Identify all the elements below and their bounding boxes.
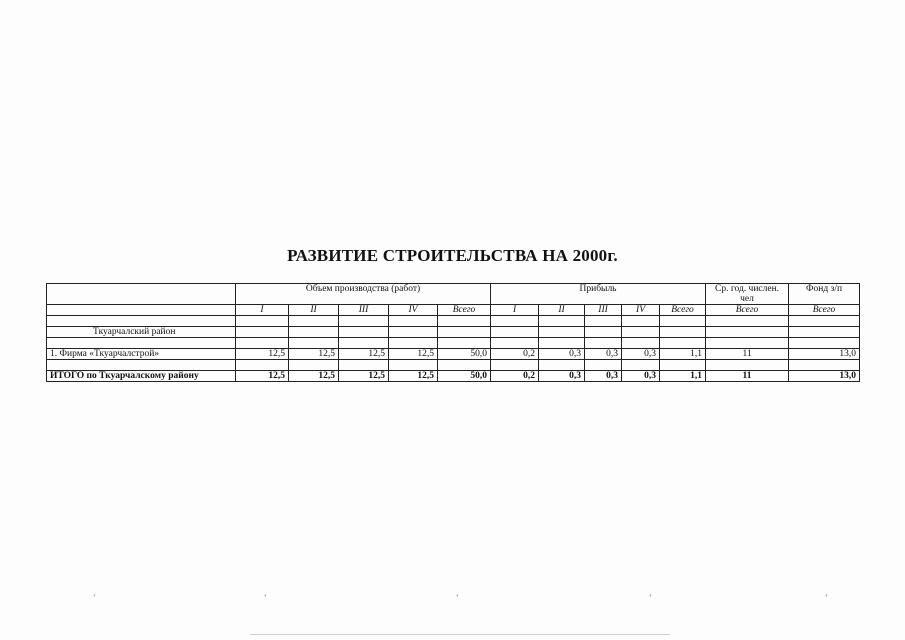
table-cell (789, 360, 860, 371)
document-title: РАЗВИТИЕ СТРОИТЕЛЬСТВА НА 2000г. (287, 246, 618, 265)
table-cell (438, 360, 491, 371)
scan-mark: ‘ (263, 592, 267, 604)
header-volume-q4: IV (389, 305, 438, 316)
total-volume-q4: 12,5 (389, 371, 438, 382)
table-cell (622, 327, 660, 338)
header-fund: Фонд з/п (789, 284, 860, 305)
table-cell (660, 360, 706, 371)
table-cell (660, 316, 706, 327)
header-blank-cell (47, 284, 236, 305)
table-row (47, 349, 860, 360)
table-cell (236, 316, 289, 327)
header-volume-q1: I (236, 305, 289, 316)
table-row-spacer (47, 338, 860, 349)
table-cell (289, 316, 339, 327)
total-volume-q2: 12,5 (289, 371, 339, 382)
total-volume-q1: 12,5 (236, 371, 289, 382)
total-fund: 13,0 (789, 371, 860, 382)
table-cell (236, 327, 289, 338)
volume-total-cell: 50,0 (438, 349, 491, 360)
table-cell (585, 338, 622, 349)
total-volume-total: 50,0 (438, 371, 491, 382)
table-cell (236, 360, 289, 371)
header-profit-q1: I (491, 305, 539, 316)
header-profit-q2: II (539, 305, 585, 316)
table-cell (438, 338, 491, 349)
table-cell (438, 327, 491, 338)
table-cell (622, 316, 660, 327)
table-cell (789, 327, 860, 338)
header-row-periods (47, 305, 860, 316)
table-cell (491, 327, 539, 338)
header-volume-q2: II (289, 305, 339, 316)
table-cell (585, 360, 622, 371)
table-cell (339, 360, 389, 371)
table-cell (289, 360, 339, 371)
table-cell (438, 316, 491, 327)
table-cell (47, 360, 236, 371)
header-volume-total: Всего (438, 305, 491, 316)
profit-q1-cell: 0,2 (491, 349, 539, 360)
header-profit-q3: III (585, 305, 622, 316)
table-cell (539, 360, 585, 371)
table-cell (706, 316, 789, 327)
table-cell (622, 360, 660, 371)
scan-edge-line (250, 634, 670, 635)
table-cell (622, 338, 660, 349)
volume-q3-cell: 12,5 (339, 349, 389, 360)
table-cell (539, 327, 585, 338)
row-name: 1. Фирма «Ткуарчалстрой» (47, 349, 236, 360)
table-row-spacer (47, 360, 860, 371)
table-cell (660, 327, 706, 338)
header-profit: Прибыль (491, 284, 706, 305)
table-cell (660, 338, 706, 349)
profit-q3-cell: 0,3 (585, 349, 622, 360)
table-cell (339, 338, 389, 349)
table-cell (706, 360, 789, 371)
total-profit-q4: 0,3 (622, 371, 660, 382)
table-cell (289, 338, 339, 349)
table-cell (389, 316, 438, 327)
table-row-total (47, 371, 860, 382)
table-cell (585, 327, 622, 338)
table-cell (789, 338, 860, 349)
total-profit-q2: 0,3 (539, 371, 585, 382)
table-cell (236, 338, 289, 349)
profit-q2-cell: 0,3 (539, 349, 585, 360)
table-cell (789, 316, 860, 327)
scan-mark: ‘ (455, 592, 459, 604)
table-cell (539, 316, 585, 327)
fund-cell: 13,0 (789, 349, 860, 360)
header-staff-total: Всего (706, 305, 789, 316)
scan-mark: ‘ (648, 592, 652, 604)
scan-mark: ‘ (92, 592, 96, 604)
region-label: Ткуарчалский район (47, 327, 236, 338)
total-profit-q3: 0,3 (585, 371, 622, 382)
table-cell (491, 360, 539, 371)
table-cell (491, 338, 539, 349)
total-volume-q3: 12,5 (339, 371, 389, 382)
total-staff: 11 (706, 371, 789, 382)
total-profit-q1: 0,2 (491, 371, 539, 382)
header-profit-q4: IV (622, 305, 660, 316)
table-cell (47, 338, 236, 349)
header-staff: Ср. год. числен. чел (706, 284, 789, 305)
table-cell (47, 316, 236, 327)
header-blank-cell (47, 305, 236, 316)
table-cell (491, 316, 539, 327)
table-cell (539, 338, 585, 349)
header-volume-q3: III (339, 305, 389, 316)
scan-mark: ‘ (824, 592, 828, 604)
header-volume: Объем производства (работ) (236, 284, 491, 305)
volume-q2-cell: 12,5 (289, 349, 339, 360)
volume-q1-cell: 12,5 (236, 349, 289, 360)
volume-q4-cell: 12,5 (389, 349, 438, 360)
table-cell (339, 316, 389, 327)
header-row-groups (47, 284, 860, 305)
table-row-spacer (47, 316, 860, 327)
table-row-region (47, 327, 860, 338)
table-cell (339, 327, 389, 338)
construction-table (46, 283, 860, 382)
header-fund-total: Всего (789, 305, 860, 316)
staff-cell: 11 (706, 349, 789, 360)
table-cell (389, 338, 438, 349)
total-name: ИТОГО по Ткуарчалскому району (47, 371, 236, 382)
header-profit-total: Всего (660, 305, 706, 316)
profit-total-cell: 1,1 (660, 349, 706, 360)
profit-q4-cell: 0,3 (622, 349, 660, 360)
table-cell (289, 327, 339, 338)
table-cell (585, 316, 622, 327)
total-profit-total: 1,1 (660, 371, 706, 382)
table-cell (389, 327, 438, 338)
table-cell (389, 360, 438, 371)
table-cell (706, 338, 789, 349)
table-cell (706, 327, 789, 338)
